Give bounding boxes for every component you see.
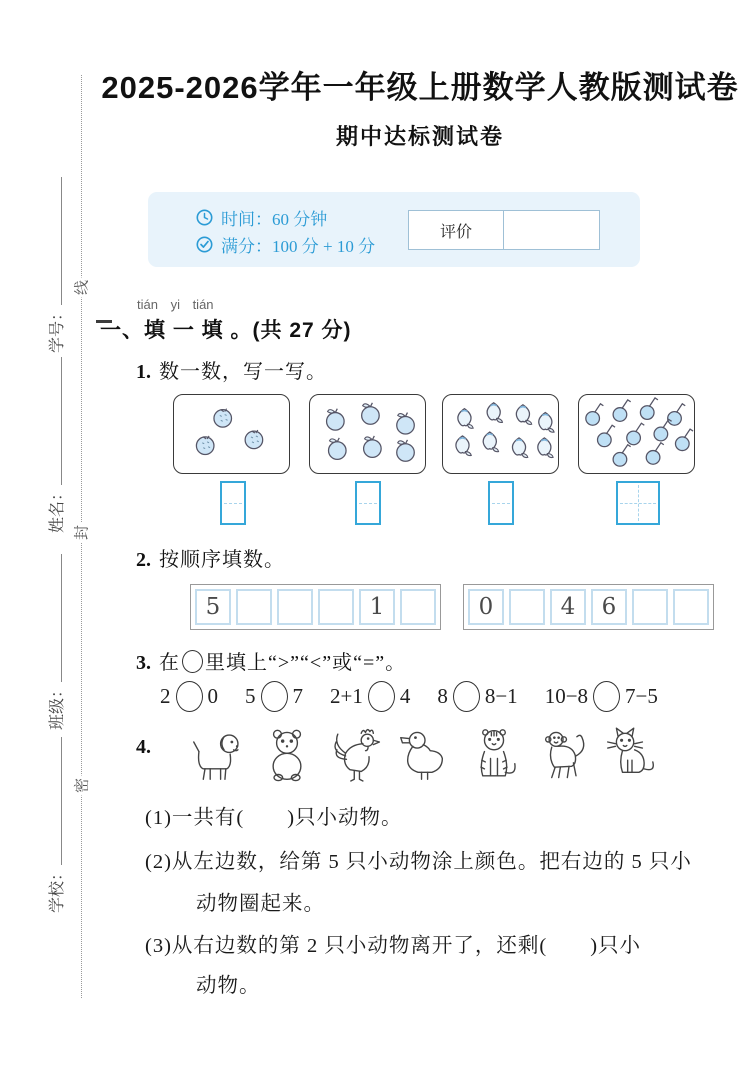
question-4 bbox=[136, 736, 159, 759]
question-4-sub2-line2: 动物圈起来。 bbox=[196, 893, 325, 915]
animal-row bbox=[192, 724, 658, 786]
cmp3-left: 2+1 bbox=[330, 684, 363, 708]
monkey-image[interactable] bbox=[537, 724, 589, 786]
question-4-sub3-line2: 动物。 bbox=[196, 975, 261, 997]
dog-image[interactable] bbox=[192, 724, 244, 786]
question-3-number: 3. bbox=[136, 652, 151, 674]
check-icon bbox=[196, 236, 213, 253]
strip2-cell: 0 bbox=[468, 589, 504, 625]
apple-group-box bbox=[309, 394, 426, 474]
question-1-number: 1. bbox=[136, 361, 151, 383]
cat-image[interactable] bbox=[606, 724, 658, 786]
panda-image[interactable] bbox=[261, 724, 313, 786]
strip1-cell[interactable] bbox=[400, 589, 436, 625]
seal-char-feng: 封 bbox=[71, 523, 92, 543]
strip1-cell[interactable] bbox=[236, 589, 272, 625]
page-subtitle: 期中达标测试卷 bbox=[335, 124, 504, 149]
exam-info-box bbox=[148, 192, 640, 267]
time-label: 时间：60 分钟 bbox=[221, 210, 328, 229]
strip2-cell: 4 bbox=[550, 589, 586, 625]
evaluation-value-cell[interactable] bbox=[504, 211, 599, 249]
comparison-item-1 bbox=[160, 681, 218, 712]
strawberry-group-image bbox=[174, 395, 289, 473]
number-strip-2 bbox=[463, 584, 714, 630]
question-4-sub2-line1: (2)从左边数，给第 5 只小动物涂上颜色。把右边的 5 只小 bbox=[145, 851, 692, 873]
question-3-text-after: 里填上“>”“<”或“=”。 bbox=[205, 652, 407, 674]
peach-group-box bbox=[442, 394, 559, 474]
cmp5-right: 7−5 bbox=[625, 684, 658, 708]
class-field[interactable] bbox=[44, 540, 66, 730]
question-2-number: 2. bbox=[136, 549, 151, 571]
question-1-text: 数一数，写一写。 bbox=[159, 361, 327, 383]
strip2-cell[interactable] bbox=[509, 589, 545, 625]
cmp1-right: 0 bbox=[207, 684, 218, 708]
question-4-number: 4. bbox=[136, 736, 151, 758]
strip1-cell: 5 bbox=[195, 589, 231, 625]
number-strip-1 bbox=[190, 584, 441, 630]
cmp1-left: 2 bbox=[160, 684, 171, 708]
strip1-cell: 1 bbox=[359, 589, 395, 625]
question-2 bbox=[136, 543, 285, 572]
page-title: 2025-2026学年一年级上册数学人教版测试卷 bbox=[101, 70, 739, 105]
apple-group-image bbox=[310, 395, 425, 473]
cmp5-answer-circle[interactable] bbox=[593, 681, 620, 712]
tiger-image[interactable] bbox=[468, 724, 520, 786]
school-blank[interactable] bbox=[60, 737, 62, 865]
pinyin-annotation: tián yi tián bbox=[137, 297, 214, 312]
strip1-cell[interactable] bbox=[318, 589, 354, 625]
name-blank[interactable] bbox=[60, 357, 62, 485]
class-label: 班级： bbox=[49, 681, 66, 730]
class-blank[interactable] bbox=[60, 554, 62, 682]
rooster-image[interactable] bbox=[330, 724, 382, 786]
comparison-row bbox=[160, 681, 658, 712]
evaluation-table bbox=[408, 210, 600, 250]
evaluation-label: 评价 bbox=[409, 211, 504, 249]
answer-box-apples[interactable] bbox=[355, 481, 381, 525]
question-4-sub1: (1)一共有( )只小动物。 bbox=[145, 807, 403, 829]
question-3 bbox=[136, 646, 406, 675]
seal-char-xian: 线 bbox=[71, 278, 92, 298]
score-label: 满分：100 分 + 10 分 bbox=[221, 237, 376, 256]
comparison-item-4 bbox=[437, 681, 517, 712]
strip1-cell[interactable] bbox=[277, 589, 313, 625]
school-field[interactable] bbox=[44, 723, 66, 913]
cmp2-answer-circle[interactable] bbox=[261, 681, 288, 712]
student-id-field[interactable] bbox=[44, 163, 66, 353]
cmp4-left: 8 bbox=[437, 684, 448, 708]
school-label: 学校： bbox=[49, 864, 66, 913]
question-1 bbox=[136, 355, 327, 384]
question-4-sub3-line1: (3)从右边数的第 2 只小动物离开了，还剩( )只小 bbox=[145, 935, 642, 957]
name-label: 姓名： bbox=[49, 484, 66, 533]
cmp3-answer-circle[interactable] bbox=[368, 681, 395, 712]
comparison-item-2 bbox=[245, 681, 303, 712]
section-one-heading: 一、填 一 填 。(共 27 分) bbox=[100, 319, 352, 342]
comparison-item-3 bbox=[330, 681, 410, 712]
strip2-cell[interactable] bbox=[673, 589, 709, 625]
strip2-cell[interactable] bbox=[632, 589, 668, 625]
duck-image[interactable] bbox=[399, 724, 451, 786]
answer-box-cherries[interactable] bbox=[616, 481, 660, 525]
answer-box-strawberries[interactable] bbox=[220, 481, 246, 525]
strawberry-group-box bbox=[173, 394, 290, 474]
cmp5-left: 10−8 bbox=[544, 684, 589, 708]
student-id-label: 学号： bbox=[49, 304, 66, 353]
cmp4-answer-circle[interactable] bbox=[453, 681, 480, 712]
answer-box-peaches[interactable] bbox=[488, 481, 514, 525]
blank-circle-icon bbox=[182, 650, 203, 673]
peach-group-image bbox=[443, 395, 558, 473]
name-field[interactable] bbox=[44, 343, 66, 533]
student-id-blank[interactable] bbox=[60, 177, 62, 305]
cmp3-right: 4 bbox=[399, 684, 411, 708]
cmp2-left: 5 bbox=[245, 684, 256, 708]
comparison-item-5 bbox=[545, 681, 658, 712]
cmp2-right: 7 bbox=[292, 684, 303, 708]
cherry-group-box bbox=[578, 394, 695, 474]
cmp1-answer-circle[interactable] bbox=[176, 681, 203, 712]
strip2-cell: 6 bbox=[591, 589, 627, 625]
cmp4-right: 8−1 bbox=[484, 684, 518, 708]
seal-char-mi: 密 bbox=[71, 776, 92, 796]
cherry-group-image bbox=[579, 395, 694, 473]
clock-icon bbox=[196, 209, 213, 226]
question-3-text-before: 在 bbox=[159, 652, 180, 674]
question-2-text: 按顺序填数。 bbox=[159, 549, 285, 571]
